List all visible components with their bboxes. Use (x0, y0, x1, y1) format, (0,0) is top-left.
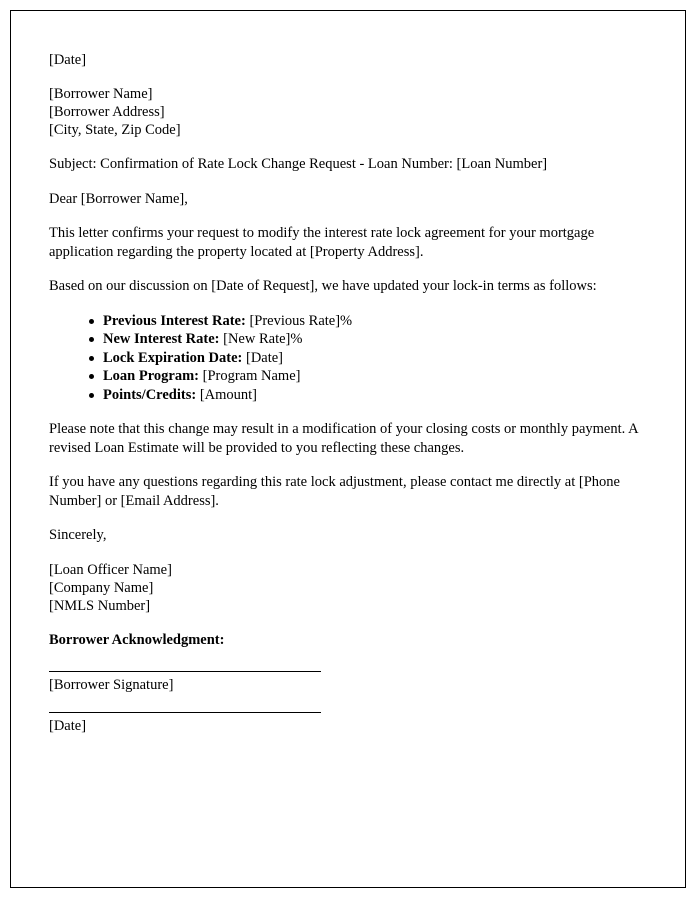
term-item-lock-expiration (89, 349, 645, 368)
borrower-signature-label: [Borrower Signature] (49, 676, 174, 693)
paragraph-note: Please note that this change may result in a modification of your closing costs or monthly payment. A revised Loan Estimate will be provided to you reflecting these changes. (49, 421, 638, 456)
letter-date: [Date] (49, 52, 87, 68)
recipient-block (49, 85, 645, 139)
term-label: Loan Program: (103, 368, 199, 384)
term-value: [Previous Rate]% (245, 312, 353, 329)
paragraph-terms-lead: Based on our discussion on [Date of Request], we have updated your lock-in terms as follows: (49, 278, 597, 294)
borrower-signature-line (49, 671, 321, 672)
terms-list (49, 312, 645, 405)
term-item-points-credits (89, 386, 645, 405)
term-value: [Amount] (196, 386, 257, 403)
subject-line: Subject: Confirmation of Rate Lock Change Request - Loan Number: [Loan Number] (49, 156, 548, 172)
sender-name: [Loan Officer Name] (49, 561, 172, 578)
term-item-previous-rate (89, 312, 645, 331)
paragraph-contact: If you have any questions regarding this rate lock adjustment, please contact me directly at [Phone Number] or [Email Address]. (49, 474, 620, 509)
term-label: Lock Expiration Date: (103, 349, 243, 366)
salutation: Dear [Borrower Name], (49, 190, 188, 207)
recipient-name: [Borrower Name] (49, 86, 153, 102)
signature-date-line (49, 712, 321, 713)
term-value: [New Rate]% (219, 331, 303, 347)
term-label: Points/Credits: (103, 386, 197, 403)
term-label: Previous Interest Rate: (103, 312, 246, 329)
letter-page (10, 10, 686, 888)
recipient-address: [Borrower Address] (49, 104, 165, 120)
sender-block (49, 561, 645, 615)
recipient-city-state-zip: [City, State, Zip Code] (49, 122, 181, 138)
sender-nmls: [NMLS Number] (49, 597, 151, 614)
sender-company: [Company Name] (49, 579, 154, 596)
acknowledgment-heading: Borrower Acknowledgment: (49, 631, 225, 648)
term-item-loan-program (89, 367, 645, 386)
paragraph-intro: This letter confirms your request to modify the interest rate lock agreement for your mortgage application regarding the property located at [Property Address]. (49, 225, 595, 260)
signature-date-label: [Date] (49, 717, 87, 734)
term-value: [Program Name] (199, 368, 301, 384)
term-value: [Date] (242, 349, 284, 366)
term-label: New Interest Rate: (103, 331, 220, 347)
term-item-new-rate (89, 330, 645, 349)
closing: Sincerely, (49, 527, 107, 543)
